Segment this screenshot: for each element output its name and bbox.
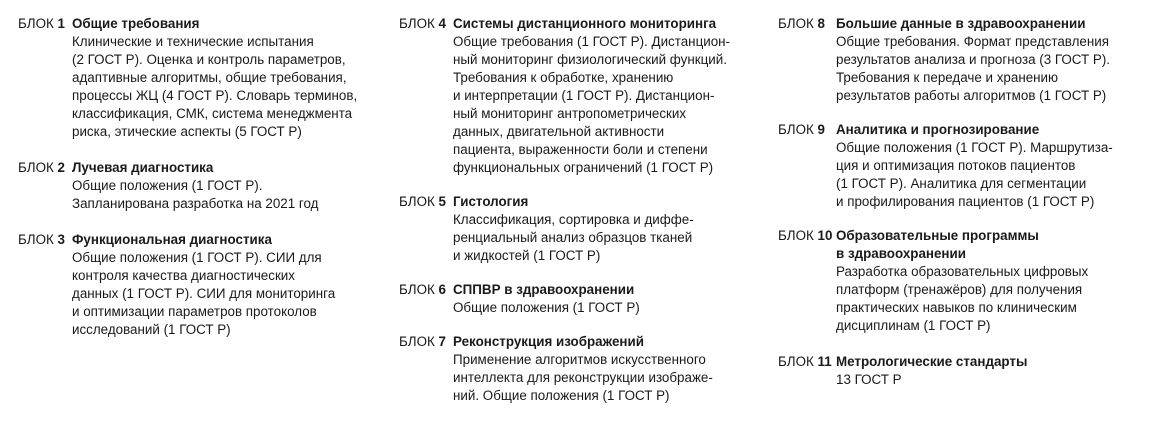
block-label	[778, 227, 836, 335]
block-content	[453, 193, 767, 265]
block-title: Аналитика и прогнозирование	[836, 122, 1040, 137]
block-text-line: дисциплинам (1 ГОСТ Р)	[836, 318, 991, 333]
block-word: БЛОК	[778, 16, 814, 31]
block-title: Большие данные в здравоохранении	[836, 16, 1086, 31]
block-text-line: процессы ЖЦ (4 ГОСТ Р). Словарь терминов,	[72, 88, 358, 103]
block-content	[453, 15, 767, 177]
block-number: 2	[57, 160, 65, 175]
block-number: 6	[438, 282, 446, 297]
block-2	[18, 159, 378, 213]
block-text-line: риска, этические аспекты (5 ГОСТ Р)	[72, 124, 302, 139]
block-label	[778, 121, 836, 211]
block-content	[453, 333, 767, 405]
block-word: БЛОК	[778, 122, 814, 137]
block-text-line: классификация, СМК, система менеджмента	[72, 106, 353, 121]
block-text-line: ный мониторинг антропометрических	[453, 106, 687, 121]
block-text-line: ция и оптимизация потоков пациентов	[836, 158, 1076, 173]
block-text-line: Требования к обработке, хранению	[453, 70, 674, 85]
block-text-line: исследований (1 ГОСТ Р)	[72, 322, 231, 337]
block-text-line: ренциальный анализ образцов тканей	[453, 230, 693, 245]
block-text-line: интеллекта для реконструкции изображе-	[453, 370, 713, 385]
block-text-line: Общие положения (1 ГОСТ Р). СИИ для	[72, 250, 322, 265]
column-middle	[399, 15, 767, 423]
block-text-line: Общие требования (1 ГОСТ Р). Дистанцион-	[453, 34, 731, 49]
block-1	[18, 15, 378, 141]
block-text-line: платформ (тренажёров) для получения	[836, 282, 1083, 297]
block-text-line: (2 ГОСТ Р). Оценка и контроль параметров,	[72, 52, 346, 67]
block-content	[836, 353, 1148, 389]
block-word: БЛОК	[18, 160, 54, 175]
block-number: 8	[817, 16, 825, 31]
block-word: БЛОК	[399, 16, 435, 31]
block-label	[778, 15, 836, 105]
block-text-line: функциональных ограничений (1 ГОСТ Р)	[453, 160, 714, 175]
block-text-line: Общие положения (1 ГОСТ Р).	[72, 178, 263, 193]
block-text-line: Запланирована разработка на 2021 год	[72, 196, 319, 211]
block-title: СППВР в здравоохранении	[453, 282, 635, 297]
block-text-line: адаптивные алгоритмы, общие требования,	[72, 70, 347, 85]
block-word: БЛОК	[18, 16, 54, 31]
block-word: БЛОК	[399, 282, 435, 297]
block-text-line: Общие требования. Формат представления	[836, 34, 1109, 49]
block-text-line: ний. Общие положения (1 ГОСТ Р)	[453, 388, 670, 403]
block-text-line: практических навыков по клиническим	[836, 300, 1077, 315]
block-title: Реконструкция изображений	[453, 334, 644, 349]
block-text-line: данных (1 ГОСТ Р). СИИ для мониторинга	[72, 286, 336, 301]
block-text-line: Разработка образовательных цифровых	[836, 264, 1089, 279]
block-title: Гистология	[453, 194, 529, 209]
block-text-line: и жидкостей (1 ГОСТ Р)	[453, 248, 601, 263]
block-title: Системы дистанционного мониторинга	[453, 16, 717, 31]
block-title: Лучевая диагностика	[72, 160, 214, 175]
block-number: 11	[817, 354, 832, 369]
block-word: БЛОК	[399, 194, 435, 209]
block-word: БЛОК	[18, 232, 54, 247]
block-text-line: Общие положения (1 ГОСТ Р). Маршрутиза-	[836, 140, 1113, 155]
block-content	[836, 15, 1148, 105]
block-10	[778, 227, 1148, 335]
column-left	[18, 15, 378, 357]
block-word: БЛОК	[778, 354, 814, 369]
block-text-line: 13 ГОСТ Р	[836, 372, 902, 387]
block-text-line: Требования к передаче и хранению	[836, 70, 1059, 85]
block-label	[399, 15, 453, 177]
block-text-line: (1 ГОСТ Р). Аналитика для сегментации	[836, 176, 1087, 191]
block-label	[18, 159, 72, 213]
block-label	[778, 353, 836, 389]
block-label	[18, 15, 72, 141]
block-text-line: Применение алгоритмов искусственного	[453, 352, 706, 367]
block-content	[72, 15, 378, 141]
block-label	[399, 333, 453, 405]
block-7	[399, 333, 767, 405]
block-number: 1	[57, 16, 65, 31]
block-11	[778, 353, 1148, 389]
block-text-line: данных, двигательной активности	[453, 124, 665, 139]
block-text-line: и интерпретации (1 ГОСТ Р). Дистанцион-	[453, 88, 715, 103]
block-text-line: контроля качества диагностических	[72, 268, 295, 283]
block-number: 5	[438, 194, 446, 209]
block-number: 10	[817, 228, 833, 243]
block-label	[18, 231, 72, 339]
block-4	[399, 15, 767, 177]
block-content	[72, 231, 378, 339]
block-content	[836, 227, 1148, 335]
block-5	[399, 193, 767, 265]
block-text-line: Клинические и технические испытания	[72, 34, 314, 49]
block-text-line: и оптимизации параметров протоколов	[72, 304, 317, 319]
block-text-line: ный мониторинг физиологический функций.	[453, 52, 727, 67]
block-number: 7	[438, 334, 446, 349]
block-text-line: пациента, выраженности боли и степени	[453, 142, 708, 157]
block-8	[778, 15, 1148, 105]
block-content	[836, 121, 1148, 211]
block-label	[399, 193, 453, 265]
block-number: 9	[817, 122, 825, 137]
block-number: 3	[57, 232, 65, 247]
block-label	[399, 281, 453, 317]
block-title: Образовательные программы	[836, 228, 1039, 243]
block-text-line: и профилирования пациентов (1 ГОСТ Р)	[836, 194, 1095, 209]
block-title: Функциональная диагностика	[72, 232, 272, 247]
block-3	[18, 231, 378, 339]
block-text-line: результатов анализа и прогноза (3 ГОСТ Р).	[836, 52, 1111, 67]
block-text-line: результатов работы алгоритмов (1 ГОСТ Р)	[836, 88, 1107, 103]
column-right	[778, 15, 1148, 407]
block-6	[399, 281, 767, 317]
block-content	[453, 281, 767, 317]
block-text-line: Классификация, сортировка и диффе-	[453, 212, 694, 227]
block-9	[778, 121, 1148, 211]
block-title: в здравоохранении	[836, 246, 966, 261]
block-content	[72, 159, 378, 213]
block-text-line: Общие положения (1 ГОСТ Р)	[453, 300, 640, 315]
block-title: Общие требования	[72, 16, 200, 31]
block-number: 4	[438, 16, 446, 31]
block-word: БЛОК	[778, 228, 814, 243]
block-title: Метрологические стандарты	[836, 354, 1028, 369]
block-word: БЛОК	[399, 334, 435, 349]
